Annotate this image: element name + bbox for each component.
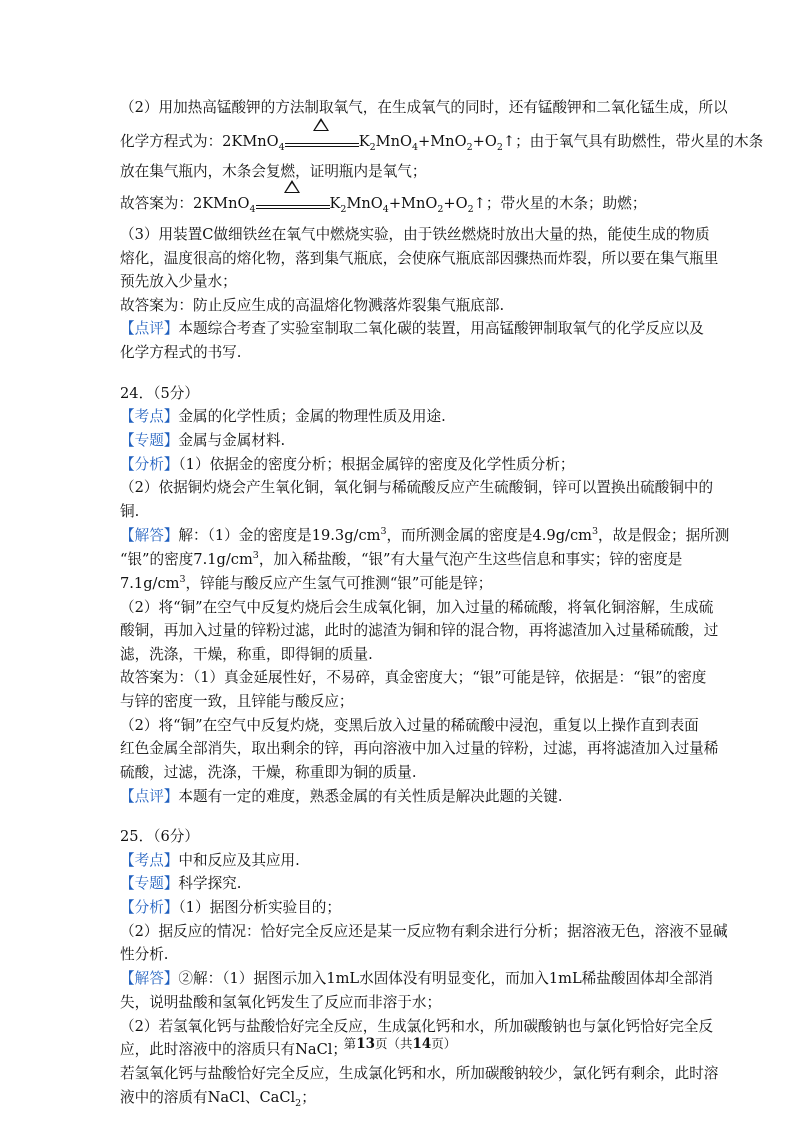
text-line: （2）将“铜”在空气中反复灼烧后会生成氧化铜，加入过量的稀硫酸，将氧化铜溶解，生成硫 — [120, 599, 714, 616]
solution-tag: 【解答】 — [120, 527, 179, 544]
analysis-tag: 【分析】 — [120, 456, 179, 473]
text-line: 与锌的密度一致，且锌能与酸反应； — [120, 693, 354, 710]
text-line: 故答案为：防止反应生成的高温熔化物溅落炸裂集气瓶底部. — [120, 297, 505, 314]
subject-line: 【专题】金属与金属材料. — [120, 432, 286, 449]
page-total: 14 — [412, 1036, 432, 1052]
comment-tag: 【点评】 — [120, 320, 179, 337]
subject-tag: 【专题】 — [120, 875, 179, 892]
heating-arrow — [256, 194, 330, 214]
text-line: 应，此时溶液中的溶质只有NaCl； — [120, 1041, 348, 1058]
heat-triangle-icon — [313, 118, 329, 131]
equation-line: 化学方程式为：2KMnO$_4$ $K_2MnO_4+MnO_2+O_2↑$；由于氧气具有助燃性，带火星的木条 — [120, 132, 763, 152]
text-line: 铜. — [120, 503, 140, 520]
text-line: 若氢氧化钙与盐酸恰好完全反应，生成氯化钙和水，所加碳酸钠较少，氯化钙有剩余，此时溶 — [120, 1065, 719, 1082]
text-line: （2）依据铜灼烧会产生氧化铜，氧化铜与稀硫酸反应产生硫酸铜，锌可以置换出硫酸铜中的 — [120, 479, 714, 496]
page-number: 13 — [356, 1036, 375, 1052]
topic-tag: 【考点】 — [120, 408, 179, 425]
topic-line: 【考点】中和反应及其应用. — [120, 852, 300, 869]
text-line: 放在集气瓶内，木条会复燃，证明瓶内是氧气； — [120, 163, 427, 180]
text-line: （2）将“铜”在空气中反复灼烧，变黑后放入过量的稀硫酸中浸泡，重复以上操作直到表面 — [120, 717, 699, 734]
comment-line: 【点评】本题综合考查了实验室制取二氧化碳的装置，用高锰酸钾制取氧气的化学反应以及 — [120, 320, 704, 337]
analysis-tag: 【分析】 — [120, 899, 179, 916]
text-line: 性分析. — [120, 946, 169, 963]
text-line: （2）若氢氧化钙与盐酸恰好完全反应，生成氯化钙和水，所加碳酸钠也与氯化钙恰好完全反 — [120, 1018, 714, 1035]
analysis-line: 【分析】（1）依据金的密度分析；根据金属锌的密度及化学性质分析； — [120, 456, 575, 473]
text-line: 预先放入少量水； — [120, 273, 237, 290]
subject-line: 【专题】科学探究. — [120, 875, 242, 892]
heating-arrow — [285, 132, 359, 152]
solution-line: 【解答】解：（1）金的密度是$19.3g/cm^3$，而所测金属的密度是$4.9g/cm^3$，故是假金；据所测 — [120, 526, 730, 544]
text-line: 硫酸，过滤，洗涤，干燥，称重即为铜的质量. — [120, 764, 417, 781]
text-line: （3）用装置C做细铁丝在氧气中燃烧实验，由于铁丝燃烧时放出大量的热，能使生成的物质 — [120, 226, 710, 243]
text-line: 熔化，温度很高的熔化物，落到集气瓶底，会使庥气瓶底部因骤热而炸裂，所以要在集气瓶里 — [120, 250, 719, 267]
comment-tag: 【点评】 — [120, 788, 179, 805]
text-line: 液中的溶质有NaCl、CaCl$_2$； — [120, 1089, 316, 1109]
solution-tag: 【解答】 — [120, 970, 179, 987]
text-line: （2）据反应的情况：恰好完全反应还是某一反应物有剩余进行分析；据溶液无色，溶液不显碱 — [120, 923, 728, 940]
topic-tag: 【考点】 — [120, 852, 179, 869]
text-line: 酸铜，再加入过量的锌粉过滤，此时的滤渣为铜和锌的混合物，再将滤渣加入过量稀硫酸，过 — [120, 622, 719, 639]
text-line: 化学方程式的书写. — [120, 344, 242, 361]
text-line: 故答案为：（1）真金延展性好，不易碎，真金密度大；“银”可能是锌，依据是：“银”的密度 — [120, 669, 707, 686]
solution-line: 【解答】②解：（1）据图示加入1mL水固体没有明显变化，而加入1mL稀盐酸固体却全部消 — [120, 970, 714, 987]
question-heading: 24．（5分） — [120, 385, 199, 402]
answer-equation-line: 故答案为：2KMnO$_4$ $K_2MnO_4+MnO_2+O_2↑$；带火星的木条；助燃； — [120, 194, 646, 214]
text-line: （2）用加热高锰酸钾的方法制取氧气，在生成氧气的同时，还有锰酸钾和二氧化锰生成，所以 — [120, 99, 728, 116]
analysis-line: 【分析】（1）据图分析实验目的； — [120, 899, 341, 916]
subject-tag: 【专题】 — [120, 432, 179, 449]
text-line: 红色金属全部消失，取出剩余的锌，再向溶液中加入过量的锌粉，过滤，再将滤渣加入过量稀 — [120, 740, 719, 757]
heat-triangle-icon — [284, 180, 300, 193]
topic-line: 【考点】金属的化学性质；金属的物理性质及用途. — [120, 408, 446, 425]
comment-line: 【点评】本题有一定的难度，熟悉金属的有关性质是解决此题的关键. — [120, 788, 563, 805]
equation-prefix: 化学方程式为：2KMnO — [120, 133, 279, 150]
text-line: $7.1g/cm^3$，锌能与酸反应产生氢气可推测“银”可能是锌； — [120, 574, 493, 592]
text-line: 滤，洗涤，干燥，称重，即得铜的质量. — [120, 646, 373, 663]
text-line: 失，说明盐酸和氢氧化钙发生了反应而非溶于水； — [120, 994, 442, 1011]
page-footer: 第13页（共14页） — [343, 1036, 457, 1052]
text-line: “银”的密度$7.1g/cm^3$，加入稀盐酸，“银”有大量气泡产生这些信息和事实；锌的密度是 — [120, 550, 683, 568]
question-heading: 25．（6分） — [120, 828, 199, 845]
